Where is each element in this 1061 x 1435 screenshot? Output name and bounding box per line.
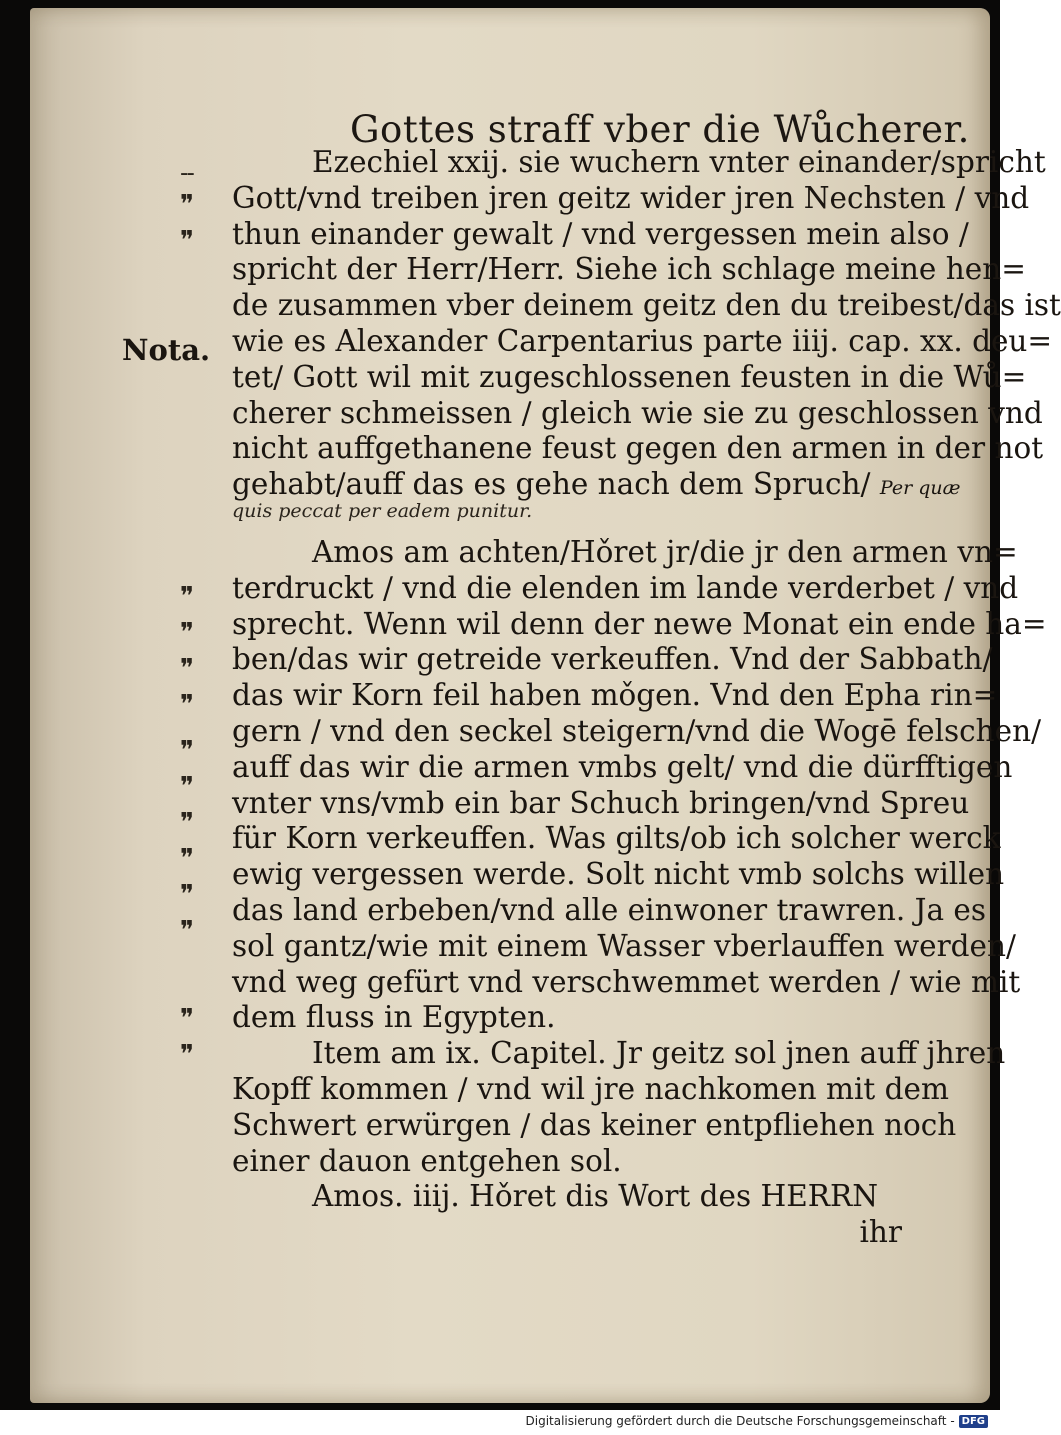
text-line (232, 467, 961, 503)
margin-quote-mark: ❞ (180, 226, 192, 256)
text-line: thun einander gewalt / vnd vergessen mein also / (232, 216, 969, 251)
text-line: Amos. iiij. Hǒret dis Wort des HERRN (312, 1179, 879, 1214)
footer-text: Digitalisierung gefördert durch die Deutsche Forschungsgemeinschaft - (525, 1414, 955, 1428)
body-text (232, 145, 1061, 1251)
margin-mark: ˗˗ (180, 158, 194, 188)
text-line: gern / vnd den seckel steigern/vnd die Wogē felschen/ (232, 713, 1042, 748)
text-line: Item am ix. Capitel. Jr geitz sol jnen auff jhren (312, 1036, 1006, 1071)
text-line: sprecht. Wenn wil denn der newe Monat ein ende ha= (232, 606, 1047, 641)
text-line: Ezechiel xxij. sie wuchern vnter einander/spricht (312, 145, 1046, 179)
text-line: für Korn verkeuffen. Was gilts/ob ich solcher werck (232, 821, 1001, 856)
margin-quote-mark: ❞ (180, 582, 192, 612)
dfg-logo: DFG (959, 1415, 988, 1428)
text-line: Amos am achten/Hǒret jr/die jr den armen vn= (312, 534, 1018, 569)
text-line: dem fluss in Egypten. (232, 1000, 556, 1035)
text-line: Gott/vnd treiben jren geitz wider jren Nechsten / vnd (232, 180, 1030, 215)
running-header: Gottes straff vber die Wůcherer. (350, 108, 970, 151)
margin-quote-mark: ❞ (180, 736, 192, 766)
margin-quote-mark: ❞ (180, 1040, 192, 1070)
margin-note-nota: Nota. (122, 333, 211, 367)
latin-quote-line: quis peccat per eadem punitur. (232, 499, 533, 522)
text-line: Kopff kommen / vnd wil jre nachkomen mit dem (232, 1071, 949, 1106)
text-line: auff das wir die armen vmbs gelt/ vnd die dürfftigen (232, 749, 1013, 784)
margin-quote-mark: ❞ (180, 1004, 192, 1034)
text-line: wie es Alexander Carpentarius parte iiij. cap. xx. deu= (232, 323, 1053, 358)
text-line: spricht der Herr/Herr. Siehe ich schlage meine hen= (232, 252, 1026, 287)
text-line: terdruckt / vnd die elenden im lande verderbet / vnd (232, 570, 1019, 605)
text-line: sol gantz/wie mit einem Wasser vberlauffen werden/ (232, 928, 1016, 963)
margin-quote-mark: ❞ (180, 880, 192, 910)
text-line: vnd weg gefürt vnd verschwemmet werden / wie mit (232, 964, 1021, 999)
text-line: ewig vergessen werde. Solt nicht vmb solchs willen (232, 857, 1005, 892)
margin-quote-mark: ❞ (180, 690, 192, 720)
catchword: ihr (859, 1215, 902, 1250)
footer-credit (526, 1412, 989, 1430)
text-line: das wir Korn feil haben mǒgen. Vnd den Epha rin= (232, 678, 998, 713)
margin-quote-mark: ❞ (180, 844, 192, 874)
margin-quote-mark: ❞ (180, 916, 192, 946)
text-line: cherer schmeissen / gleich wie sie zu geschlossen vnd (232, 395, 1043, 430)
margin-quote-mark: ❞ (180, 190, 192, 220)
text-line: einer dauon entgehen sol. (232, 1143, 622, 1178)
margin-quote-mark: ❞ (180, 772, 192, 802)
margin-quote-mark: ❞ (180, 618, 192, 648)
text-line: Schwert erwürgen / das keiner entpfliehen noch (232, 1107, 957, 1142)
text-line: ben/das wir getreide verkeuffen. Vnd der Sabbath/ (232, 642, 993, 677)
text-line: das land erbeben/vnd alle einwoner trawren. Ja es (232, 892, 987, 927)
text-line: vnter vns/vmb ein bar Schuch bringen/vnd Spreu (232, 785, 970, 820)
text-line: de zusammen vber deinem geitz den du treibest/das ist (232, 288, 1061, 323)
latin-quote-inline: Per quæ (879, 477, 961, 500)
text-line: tet/ Gott wil mit zugeschlossenen feusten in die Wů= (232, 359, 1027, 394)
margin-quote-mark: ❞ (180, 654, 192, 684)
margin-quote-mark: ❞ (180, 808, 192, 838)
text-span: gehabt/auff das es gehe nach dem Spruch/ (232, 467, 871, 502)
text-line: nicht auffgethanene feust gegen den armen in der not (232, 431, 1044, 466)
